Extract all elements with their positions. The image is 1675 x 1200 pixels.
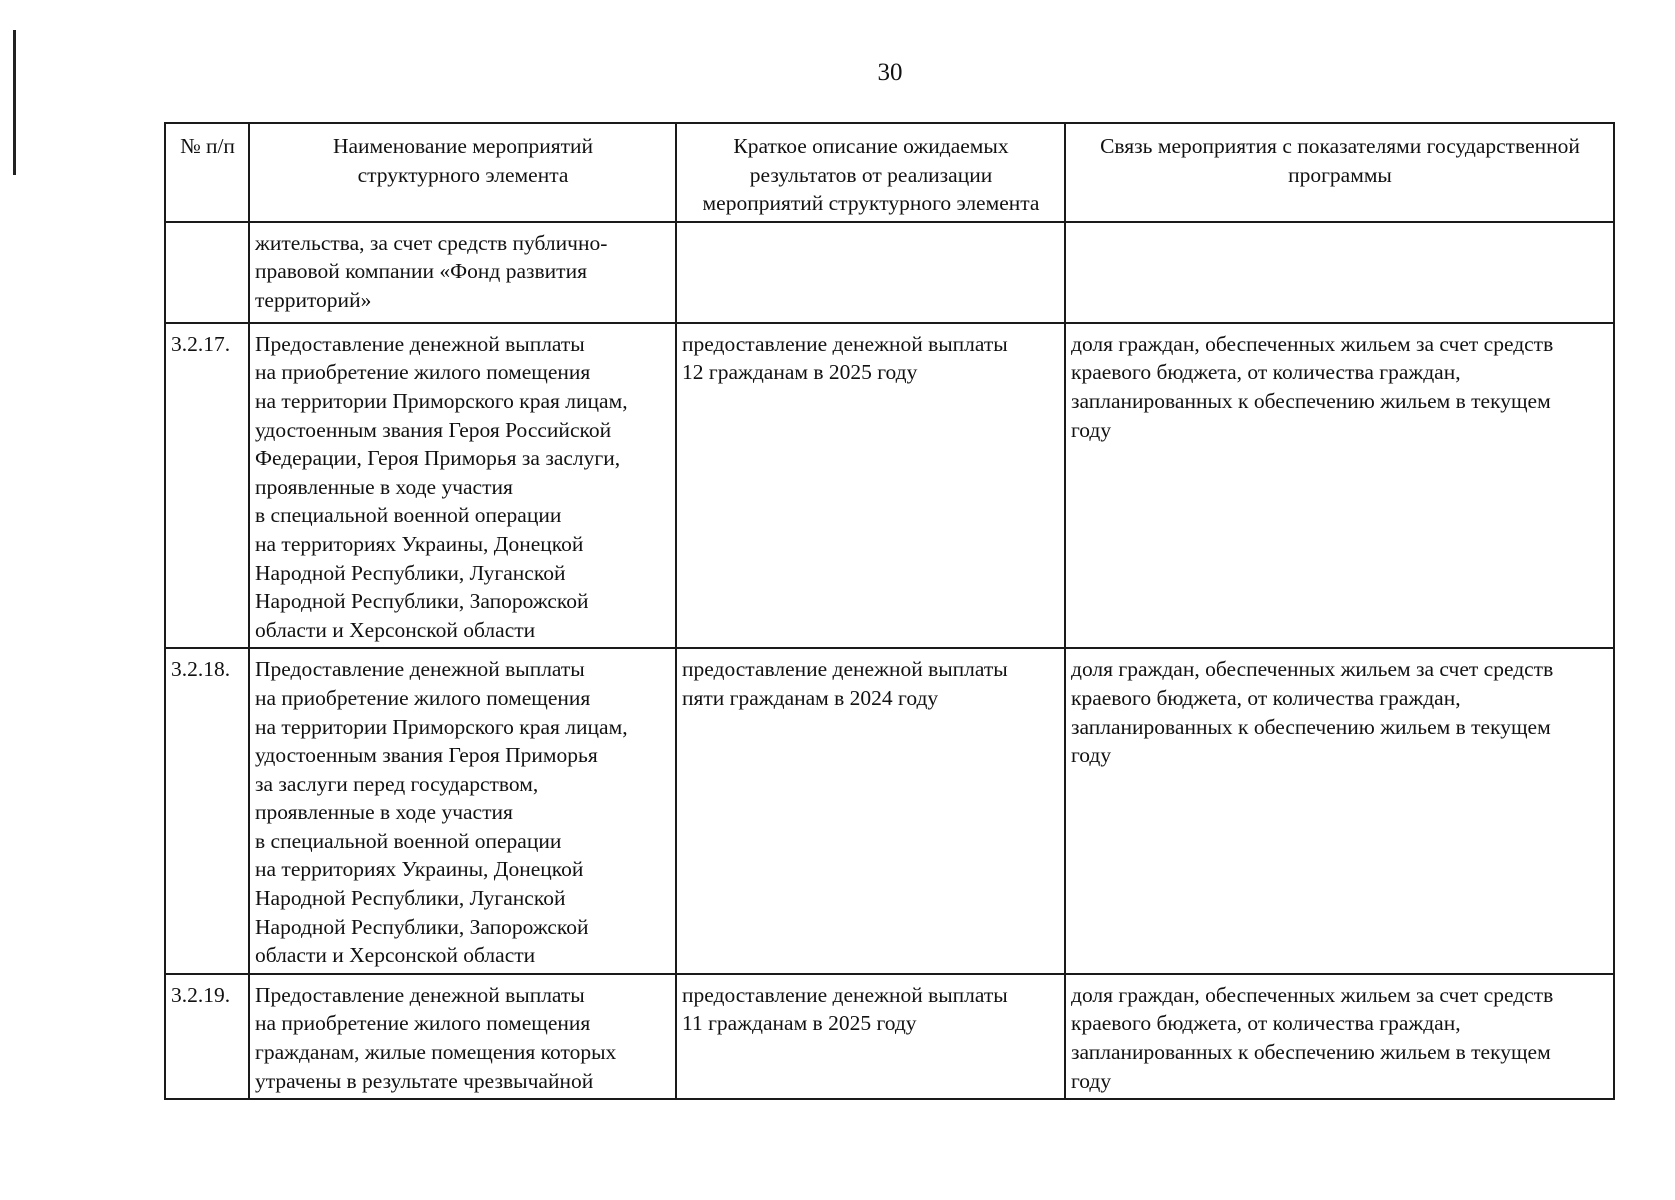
row-measure-name: Предоставление денежной выплаты на приобретение жилого помещения на территории Приморского края лицам, удостоенным звания Героя Российской Федерации, Героя Приморья за заслуги, проявленные в ходе участия в специальной военной операции на территориях Украины, Донецкой Народной Республики, Луганской Народной Республики, Запорожской области и Херсонской области	[249, 323, 676, 649]
header-program-indicators: Связь мероприятия с показателями государственной программы	[1065, 123, 1614, 222]
scan-edge-mark	[13, 30, 16, 175]
row-number	[165, 222, 249, 323]
row-expected-result: предоставление денежной выплаты 11 гражданам в 2025 году	[676, 974, 1065, 1099]
table-row	[165, 648, 1614, 974]
table-row	[165, 323, 1614, 649]
table-header-row	[165, 123, 1614, 222]
page-number: 30	[877, 59, 903, 86]
row-indicator-link	[1065, 222, 1614, 323]
row-expected-result: предоставление денежной выплаты пяти гражданам в 2024 году	[676, 648, 1065, 974]
row-expected-result	[676, 222, 1065, 323]
table-row	[165, 974, 1614, 1099]
table-row	[165, 222, 1614, 323]
header-expected-results: Краткое описание ожидаемых результатов от реализации мероприятий структурного элемента	[676, 123, 1065, 222]
row-indicator-link: доля граждан, обеспеченных жильем за счет средств краевого бюджета, от количества граждан, запланированных к обеспечению жильем в текущем году	[1065, 974, 1614, 1099]
row-number: 3.2.18.	[165, 648, 249, 974]
row-number: 3.2.19.	[165, 974, 249, 1099]
row-measure-name: жительства, за счет средств публично- правовой компании «Фонд развития территорий»	[249, 222, 676, 323]
row-measure-name: Предоставление денежной выплаты на приобретение жилого помещения гражданам, жилые помещения которых утрачены в результате чрезвычайной	[249, 974, 676, 1099]
row-number: 3.2.17.	[165, 323, 249, 649]
row-expected-result: предоставление денежной выплаты 12 гражданам в 2025 году	[676, 323, 1065, 649]
measures-table	[164, 122, 1615, 1100]
row-indicator-link: доля граждан, обеспеченных жильем за счет средств краевого бюджета, от количества граждан, запланированных к обеспечению жильем в текущем году	[1065, 323, 1614, 649]
row-measure-name: Предоставление денежной выплаты на приобретение жилого помещения на территории Приморского края лицам, удостоенным звания Героя Приморья за заслуги перед государством, проявленные в ходе участия в специальной военной операции на территориях Украины, Донецкой Народной Республики, Луганской Народной Республики, Запорожской области и Херсонской области	[249, 648, 676, 974]
row-indicator-link: доля граждан, обеспеченных жильем за счет средств краевого бюджета, от количества граждан, запланированных к обеспечению жильем в текущем году	[1065, 648, 1614, 974]
header-number: № п/п	[165, 123, 249, 222]
header-measure-name: Наименование мероприятий структурного элемента	[249, 123, 676, 222]
